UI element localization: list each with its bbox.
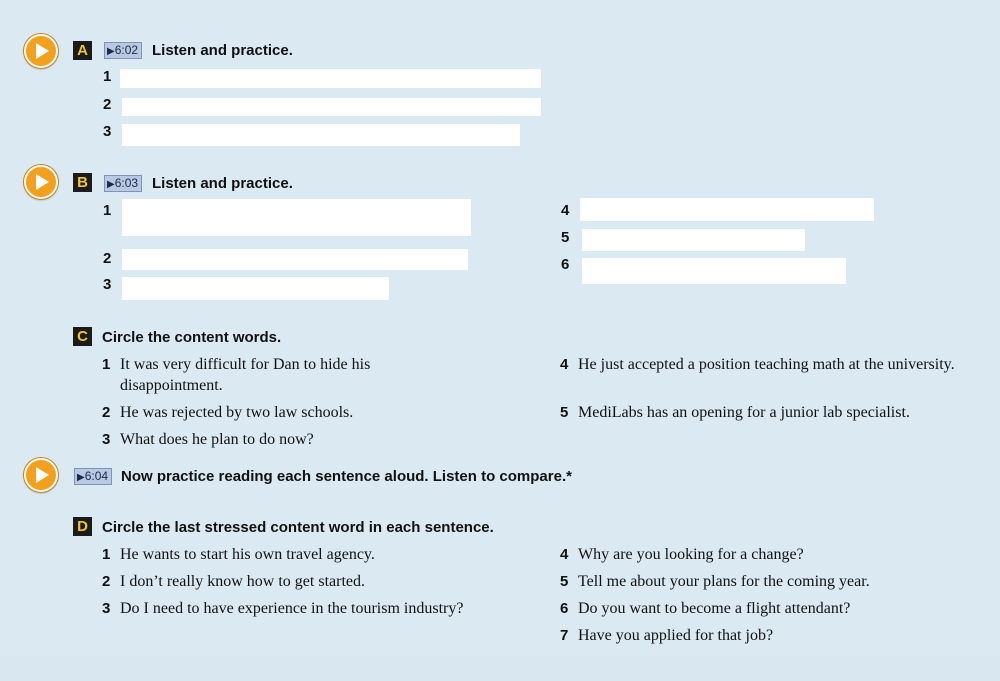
footer-strip (0, 656, 1000, 681)
section-b-letter: B (73, 173, 92, 192)
play-icon (34, 466, 50, 484)
c-sentence: 4 He just accepted a position teaching math at the university. (560, 356, 955, 373)
track-arrow-icon: ▶ (107, 179, 115, 190)
a-item-number: 3 (103, 123, 112, 140)
section-a-letter: A (73, 41, 92, 60)
c-sentence: 2 He was rejected by two law schools. (102, 404, 354, 421)
track-arrow-icon: ▶ (77, 472, 85, 483)
b-item-number: 6 (561, 256, 570, 273)
section-d-instruction: Circle the last stressed content word in each sentence. (102, 519, 494, 536)
c-sentence: 1 It was very difficult for Dan to hide his disappointment. (102, 356, 371, 394)
a-item-number: 2 (103, 96, 112, 113)
d-sentence: 3 Do I need to have experience in the tourism industry? (102, 600, 464, 617)
section-c-instruction: Circle the content words. (102, 329, 282, 346)
b-answer-field-2[interactable] (122, 249, 468, 270)
d-sentence: 1 He wants to start his own travel agency. (102, 546, 375, 563)
b-item-number: 4 (561, 202, 570, 219)
practice-instruction: Now practice reading each sentence aloud. Listen to compare.* (121, 468, 572, 485)
section-a-instruction: Listen and practice. (152, 42, 293, 59)
track-arrow-icon: ▶ (107, 46, 115, 57)
track-6-04-badge[interactable]: ▶6:04 (74, 468, 112, 485)
a-answer-field-2[interactable] (122, 98, 541, 116)
b-item-number: 3 (103, 276, 112, 293)
d-sentence: 2 I don’t really know how to get started. (102, 573, 365, 590)
section-c-letter: C (73, 327, 92, 346)
b-item-number: 1 (103, 202, 112, 219)
play-audio-a-button[interactable] (24, 34, 58, 68)
section-b-instruction: Listen and practice. (152, 175, 293, 192)
b-answer-field-1[interactable] (122, 199, 471, 236)
play-icon (34, 173, 50, 191)
b-item-number: 5 (561, 229, 570, 246)
d-sentence: 4 Why are you looking for a change? (560, 546, 804, 563)
a-answer-field-1[interactable] (120, 69, 541, 88)
b-answer-field-6[interactable] (582, 258, 846, 284)
c-sentence: 5 MediLabs has an opening for a junior lab specialist. (560, 404, 910, 421)
play-audio-b-button[interactable] (24, 165, 58, 199)
track-6-03-badge[interactable]: ▶6:03 (104, 175, 142, 192)
b-answer-field-3[interactable] (122, 277, 389, 300)
d-sentence: 6 Do you want to become a flight attendant? (560, 600, 851, 617)
section-d-letter: D (73, 517, 92, 536)
play-audio-practice-button[interactable] (24, 458, 58, 492)
b-answer-field-5[interactable] (582, 229, 805, 251)
b-answer-field-4[interactable] (580, 198, 874, 221)
c-sentence: 3 What does he plan to do now? (102, 431, 314, 448)
d-sentence: 5 Tell me about your plans for the coming year. (560, 573, 870, 590)
track-6-02-badge[interactable]: ▶6:02 (104, 42, 142, 59)
a-answer-field-3[interactable] (122, 124, 520, 146)
b-item-number: 2 (103, 250, 112, 267)
d-sentence: 7 Have you applied for that job? (560, 627, 774, 644)
play-icon (34, 42, 50, 60)
a-item-number: 1 (103, 68, 112, 85)
